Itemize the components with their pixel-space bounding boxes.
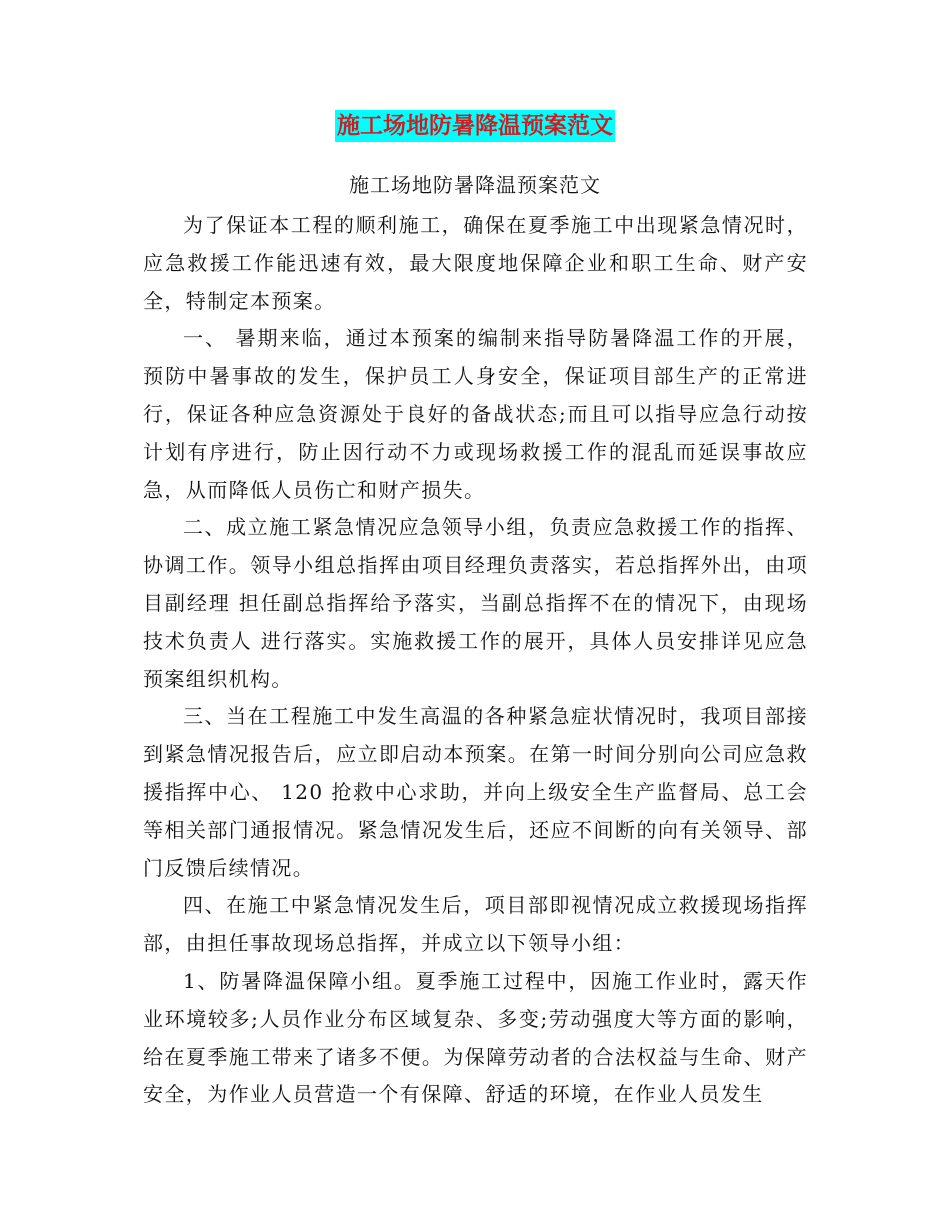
document-title: 施工场地防暑降温预案范文: [335, 110, 615, 142]
paragraph-item-1: 1、防暑降温保障小组。夏季施工过程中，因施工作业时，露天作业环境较多;人员作业分布区域复杂、多变;劳动强度大等方面的影响，给在夏季施工带来了诸多不便。为保障劳动者的合法权益与生命、财产安全，为作业人员营造一个有保障、舒适的环境，在作业人员发生: [143, 968, 808, 1107]
title-container: [0, 110, 950, 142]
paragraph-intro: 为了保证本工程的顺利施工，确保在夏季施工中出现紧急情况时，应急救援工作能迅速有效，最大限度地保障企业和职工生命、财产安全，特制定本预案。: [143, 213, 808, 313]
document-subtitle: 施工场地防暑降温预案范文: [349, 173, 601, 197]
paragraph-section-2: 二、成立施工紧急情况应急领导小组，负责应急救援工作的指挥、协调工作。领导小组总指挥由项目经理负责落实，若总指挥外出，由项目副经理 担任副总指挥给予落实，当副总指挥不在的情况下，由现场技术负责人 进行落实。实施救援工作的展开，具体人员安排详见应急预案组织机构。: [143, 515, 808, 691]
paragraph-section-3: 三、当在工程施工中发生高温的各种紧急症状情况时，我项目部接到紧急情况报告后，应立即启动本预案。在第一时间分别向公司应急救援指挥中心、 120 抢救中心求助，并向上级安全生产监督局、总工会等相关部门通报情况。紧急情况发生后，还应不间断的向有关领导、部门反馈后续情况。: [143, 704, 808, 880]
paragraph-section-4: 四、在施工中紧急情况发生后，项目部即视情况成立救援现场指挥部，由担任事故现场总指挥，并成立以下领导小组：: [143, 893, 808, 956]
document-body: [143, 207, 808, 1114]
paragraph-section-1: 一、 暑期来临，通过本预案的编制来指导防暑降温工作的开展，预防中暑事故的发生，保护员工人身安全，保证项目部生产的正常进行，保证各种应急资源处于良好的备战状态;而且可以指导应急行动按计划有序进行，防止因行动不力或现场救援工作的混乱而延误事故应急，从而降低人员伤亡和财产损失。: [143, 326, 808, 502]
